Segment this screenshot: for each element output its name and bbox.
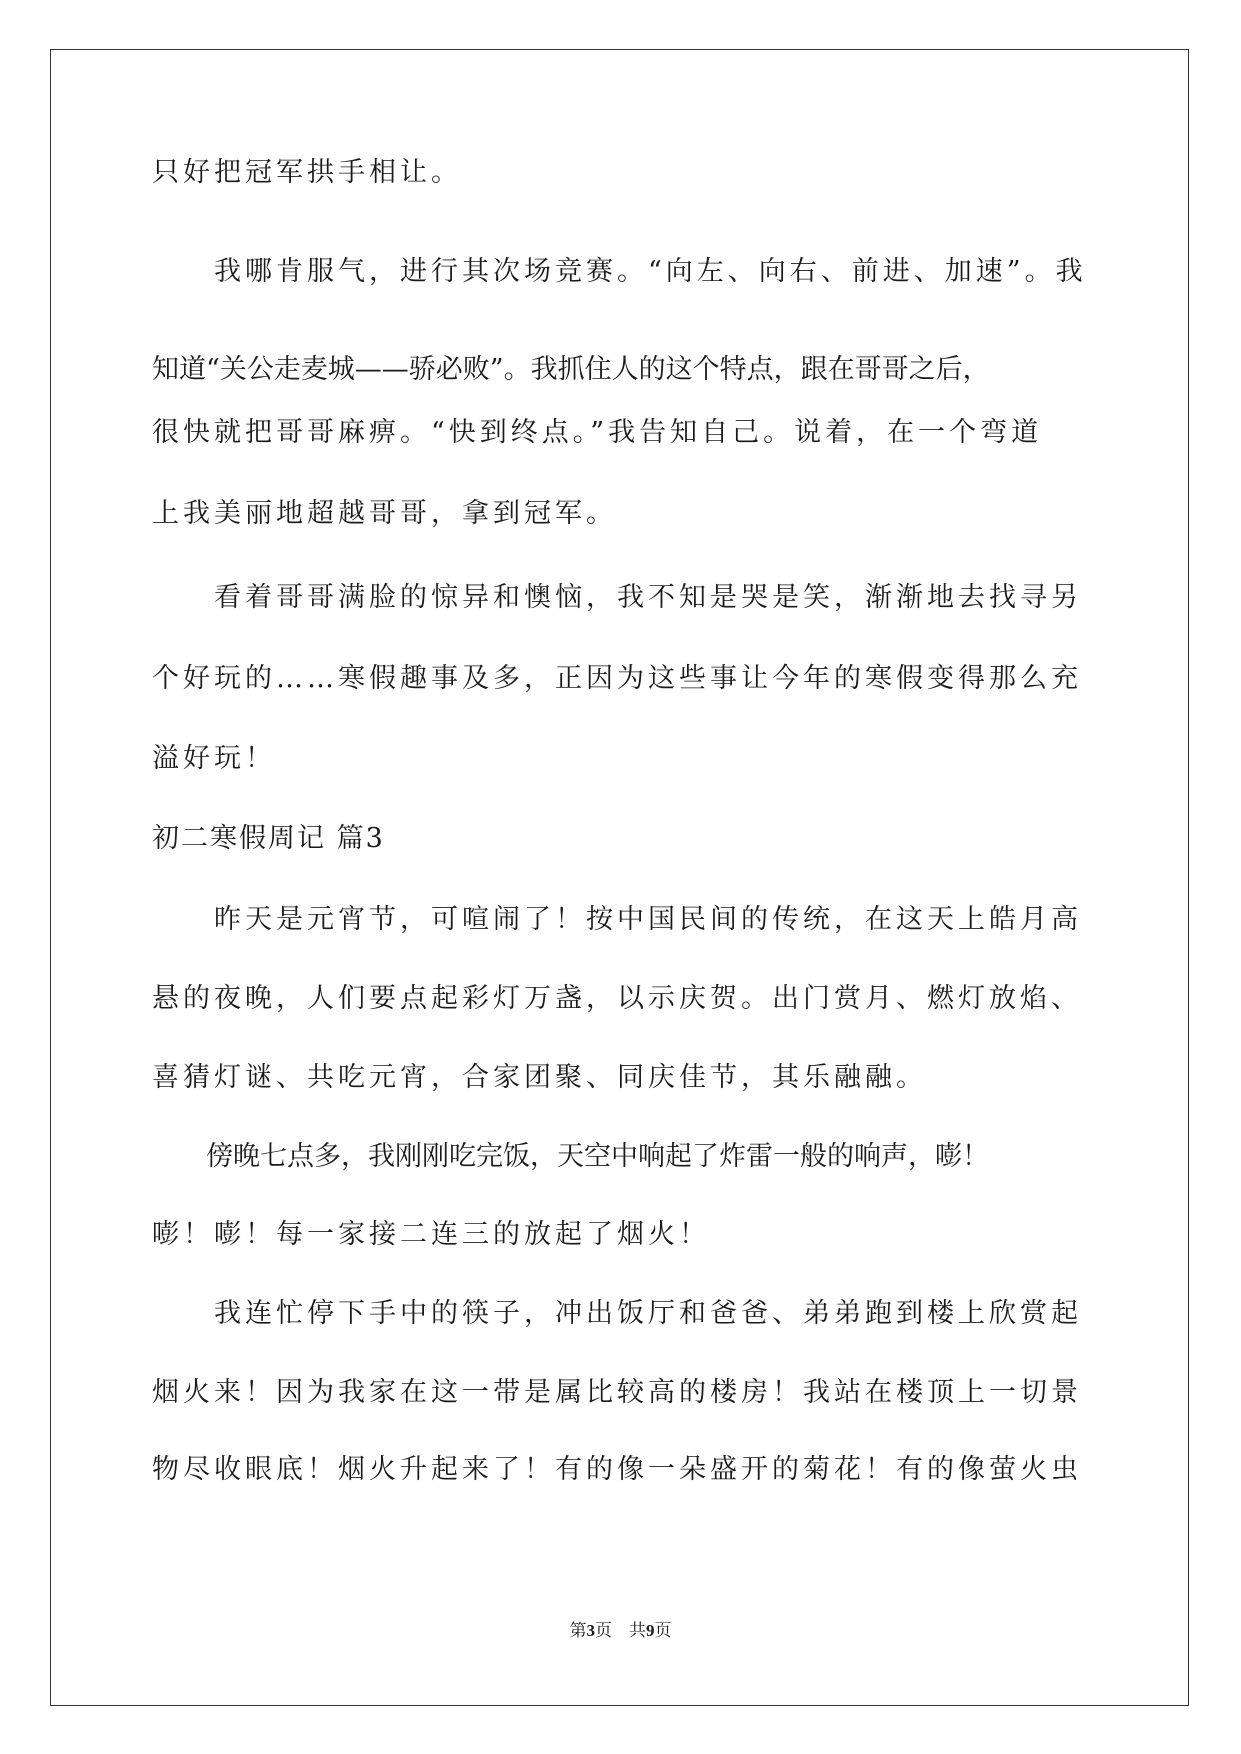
- current-page-number: 3: [586, 1621, 595, 1640]
- text-line: 个好玩的……寒假趣事及多，正因为这些事让今年的寒假变得那么充: [152, 663, 1082, 694]
- text-line: 知道“关公走麦城——骄必败”。我抓住人的这个特点，跟在哥哥之后，: [152, 354, 990, 385]
- page-mid-text: 页 共: [595, 1621, 646, 1641]
- page-prefix: 第: [569, 1621, 587, 1641]
- total-pages-number: 9: [646, 1621, 655, 1640]
- page-number-footer: [0, 1619, 1241, 1643]
- text-line: 很快就把哥哥麻痹。“快到终点。”我告知自己。说着，在一个弯道: [152, 417, 1043, 448]
- text-line: 嘭！嘭！每一家接二连三的放起了烟火！: [152, 1219, 710, 1250]
- text-line: 看着哥哥满脸的惊异和懊恼，我不知是哭是笑，渐渐地去找寻另: [152, 582, 1082, 613]
- page-suffix: 页: [654, 1621, 672, 1641]
- text-line: 悬的夜晚，人们要点起彩灯万盏，以示庆贺。出门赏月、燃灯放焰、: [152, 983, 1082, 1014]
- text-line: 物尽收眼底！烟火升起来了！有的像一朵盛开的菊花！有的像萤火虫: [152, 1454, 1082, 1485]
- text-line: 只好把冠军拱手相让。: [152, 157, 462, 188]
- text-line: 昨天是元宵节，可喧闹了！按中国民间的传统，在这天上皓月高: [152, 904, 1082, 935]
- section-heading: 初二寒假周记 篇3: [152, 823, 385, 854]
- text-line: 喜猜灯谜、共吃元宵，合家团聚、同庆佳节，其乐融融。: [152, 1062, 927, 1093]
- text-line: 我连忙停下手中的筷子，冲出饭厅和爸爸、弟弟跑到楼上欣赏起: [152, 1298, 1082, 1329]
- text-line: 傍晚七点多，我刚刚吃完饭，天空中响起了炸雷一般的响声，嘭！: [152, 1141, 989, 1172]
- text-line: 溢好玩！: [152, 743, 276, 774]
- text-line: 我哪肯服气，进行其次场竞赛。“向左、向右、前进、加速”。我: [152, 256, 1087, 287]
- text-line: 上我美丽地超越哥哥，拿到冠军。: [152, 498, 617, 529]
- text-line: 烟火来！因为我家在这一带是属比较高的楼房！我站在楼顶上一切景: [152, 1377, 1082, 1408]
